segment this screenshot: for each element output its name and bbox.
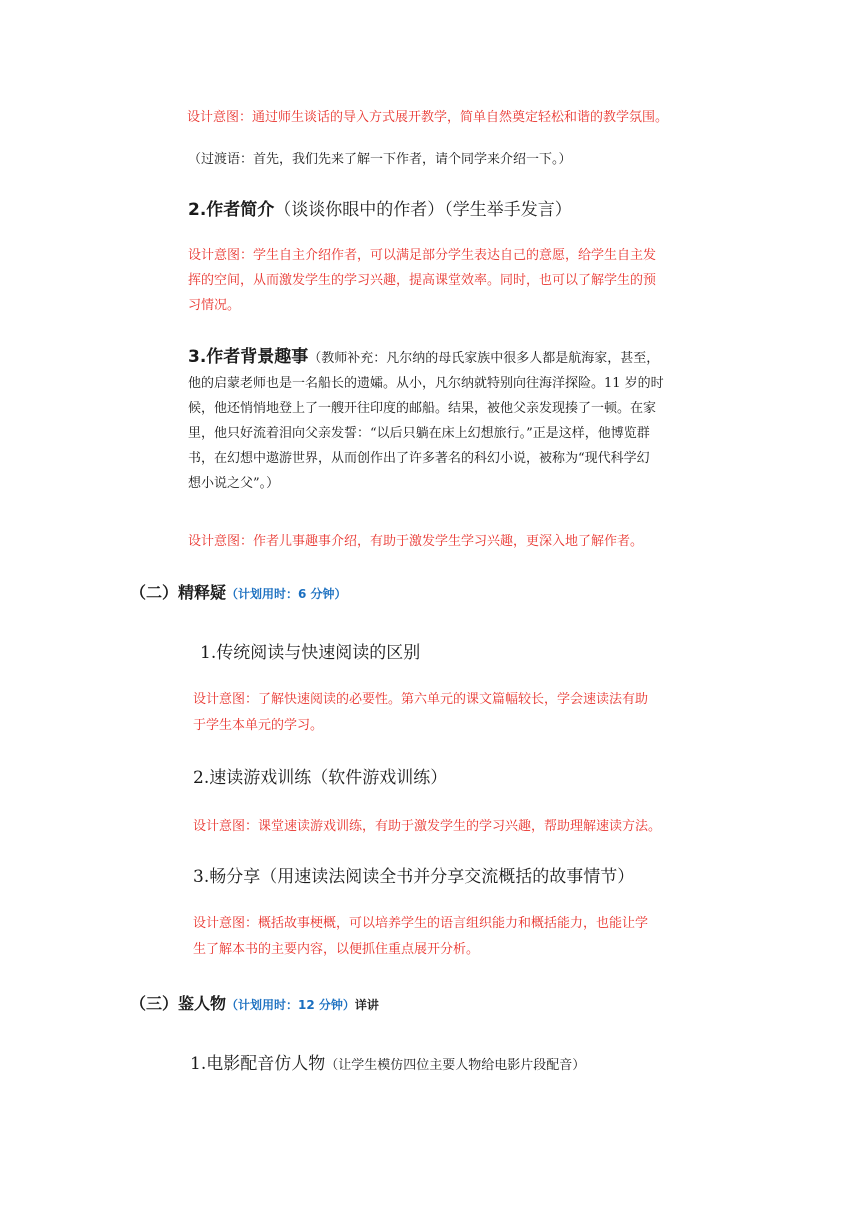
background-text: 书，在幻想中遨游世界，从而创作出了许多著名的科幻小说，被称为“现代科学幻 [188,451,650,466]
section-title-text: （二）精释疑 [130,583,227,602]
section-time: （计划用时：12 分钟） [226,998,355,1012]
intent-line: 习情况。 [188,298,241,313]
author-background [188,345,664,496]
section-title-text: （三）鉴人物 [130,994,227,1013]
intent-line: 于学生本单元的学习。 [193,718,324,733]
intent-line: 生了解本书的主要内容，以便抓住重点展开分析。 [193,942,480,957]
background-text: （教师补充：凡尔纳的母氏家族中很多人都是航海家，甚至， [308,351,660,366]
background-text: 想小说之父”。） [188,476,280,491]
item-traditional-vs-fast: 1.传统阅读与快速阅读的区别 [200,643,421,663]
background-heading: 3.作者背景趣事 [188,347,309,367]
section-time: （计划用时：6 分钟） [226,587,347,601]
design-intent-background: 设计意图：作者儿事趣事介绍，有助于激发学生学习兴趣，更深入地了解作者。 [188,534,644,549]
design-intent-intro: 设计意图：通过师生谈话的导入方式展开教学，简单自然奠定轻松和谐的教学氛围。 [187,110,669,125]
design-intent-reading [193,687,648,739]
intent-line: 挥的空间，从而激发学生的学习兴趣，提高课堂效率。同时，也可以了解学生的预 [188,273,657,288]
item-dubbing [190,1049,585,1074]
background-text: 里，他只好流着泪向父亲发誓：“以后只躺在床上幻想旅行。”正是这样，他博览群 [188,426,650,441]
item-share: 3.畅分享（用速读法阅读全书并分享交流概括的故事情节） [193,867,635,887]
item-note: （让学生模仿四位主要人物给电影片段配音） [325,1058,586,1073]
background-text: 他的启蒙老师也是一名船长的遗孀。从小，凡尔纳就特别向往海洋探险。11 岁的时 [188,376,664,391]
intent-line: 设计意图：学生自主介绍作者，可以满足部分学生表达自己的意愿，给学生自主发 [188,248,657,263]
author-intro-sub: （谈谈你眼中的作者）（学生举手发言） [274,200,572,220]
intent-line: 设计意图：了解快速阅读的必要性。第六单元的课文篇幅较长，学会速读法有助 [193,692,649,707]
background-text: 候，他还悄悄地登上了一艘开往印度的邮船。结果，被他父亲发现揍了一顿。在家 [188,401,657,416]
intent-line: 设计意图：概括故事梗概，可以培养学生的语言组织能力和概括能力，也能让学 [193,916,649,931]
item-title: 1.电影配音仿人物 [190,1054,326,1074]
section-extra: 详讲 [354,998,379,1012]
author-intro-heading [188,195,572,220]
design-intent-game: 设计意图：课堂速读游戏训练，有助于激发学生的学习兴趣，帮助理解速读方法。 [193,819,662,834]
author-intro-title: 2.作者简介 [188,200,275,220]
design-intent-share [193,911,648,963]
section-3-title [130,991,379,1014]
design-intent-author [188,243,656,318]
item-speed-game: 2.速读游戏训练（软件游戏训练） [193,768,448,788]
transition-note: （过渡语：首先，我们先来了解一下作者，请个同学来介绍一下。） [188,152,572,167]
section-2-title [130,580,347,603]
